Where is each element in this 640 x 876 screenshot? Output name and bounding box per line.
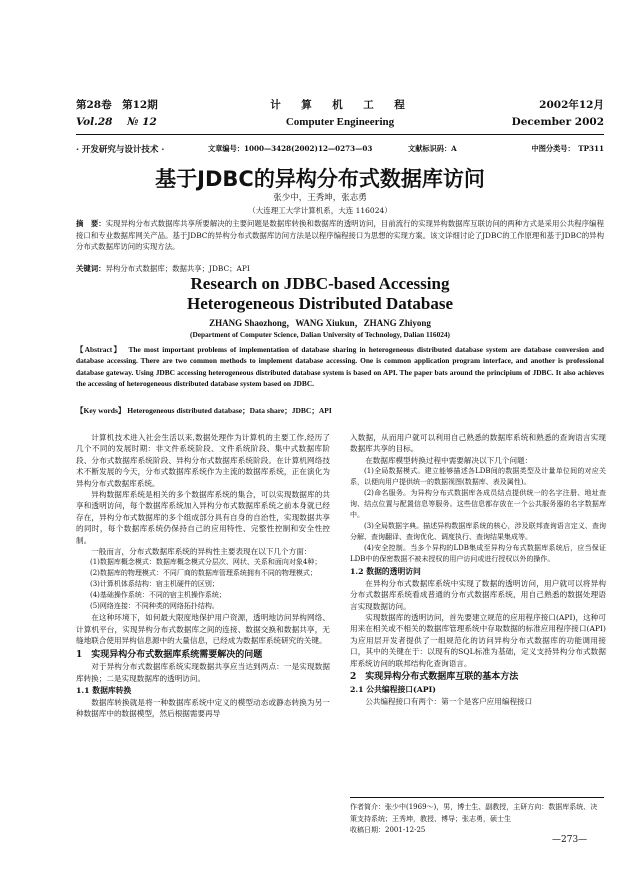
body-paragraph: 公共编程接口有两个：第一个是客户应用编程接口 xyxy=(365,696,533,706)
list-item: (1)数据库概念模式：数据库概念模式分层次、网状、关系和面向对象4种； xyxy=(90,558,322,567)
body-paragraph: 计算机技术进入社会生活以来,数据处理作为计算机的主要工作,经历了几个不同的发展时期：非文件系统阶段、文件系统阶段、集中式数据库阶段、分布式数据库系统阶段、异构分布式数据库系统阶段。在计算机网络技术不断发展的今天，分布式数据库系统作为主流的数据库系统，正在演化为异构分布式数据库系统。 xyxy=(76,433,330,488)
subsection-heading: 1.1 数据库转换 xyxy=(76,686,132,695)
list-item: (1)全局数据模式。建立能够描述各LDB间的数据类型及计量单位间的对应关系，以便向用户提供统一的数据视图(数据库、表及属性)。 xyxy=(350,467,606,487)
section-heading: 1 实现异构分布式数据库系统需要解决的问题 xyxy=(76,649,263,660)
author-footnote xyxy=(350,797,604,837)
volume-issue-cn: 第28卷 第12期 xyxy=(76,99,158,111)
section-heading: 2 实现异构分布式数据库互联的基本方法 xyxy=(350,671,519,682)
title-en-line2: Heterogeneous Distributed Database xyxy=(187,294,453,313)
list-item: (2)命名服务。为异构分布式数据库各成员结点提供统一的名字注册、地址查询、结点位置与配置信息等服务。这些信息都存放在一个公共服务器的名字数据库中。 xyxy=(350,489,606,520)
right-column xyxy=(350,432,606,707)
date-en: December 2002 xyxy=(511,116,604,128)
keywords-cn xyxy=(76,263,604,275)
issue-en: № 12 xyxy=(127,116,157,128)
article-number: 文章编号：1000—3428(2002)12—0273—03 xyxy=(208,144,373,153)
left-column xyxy=(76,432,330,719)
keywords-cn-label: 关键词： xyxy=(76,264,106,273)
abstract-cn-text: 实现异构分布式数据库共享所要解决的主要问题是数据库转换和数据库的透明访问，目前流行的实现异构数据库互联访问的两种方式是采用公共程序编程接口和专业数据库网关产品。基于JDBC的异构分布式数据库访问方法是以程序编程接口为思想的实现方案。该文详细讨论了JDBC的工作原理和基于JDBC的异构分布式数据库访问的实现方法。 xyxy=(76,219,604,252)
body-paragraph: 异构数据库系统是相关的多个数据库系统的集合，可以实现数据库的共享和透明访问，每个数据库系统加入异构分布式数据库系统之前本身就已经存在，异构分布式数据库的多个组成部分具有自身的自治性，实现数据共享的同时，每个数据库系统仍保持自己的应用特性、完整性控制和安全性控制。 xyxy=(76,490,330,545)
subsection-heading: 2.1 公共编程接口(API) xyxy=(350,685,436,695)
list-item: (3)计算机体系结构：宿主机硬件的区别； xyxy=(90,580,219,589)
title-cn: 基于JDBC的异构分布式数据库访问 xyxy=(155,167,485,191)
abstract-cn xyxy=(76,218,604,253)
abstract-en xyxy=(76,344,604,389)
keywords-cn-text: 异构分布式数据库；数据共享；JDBC；API xyxy=(105,264,250,273)
abstract-en-text: The most important problems of implementation of database sharing in heterogeneous distributed database system are database conversion and database accessing. There are two common methods to implement database accessing. One is common application program interface, and another is professional database gateway. Using JDBC accessing heterogeneous distributed database system is based on API. The paper bats around the principium of JDBC. It also achieves the accessing of heterogeneous distributed database system based on JDBC. xyxy=(76,345,604,388)
list-item: (3)全局数据字典。描述异构数据库系统的核心，涉及联邦查询语言定义、查询分解、查询翻译、查询优化、调度执行、查询结果集成等。 xyxy=(350,522,606,542)
journal-name-en: Computer Engineering xyxy=(285,116,395,128)
classification-number: 中图分类号： TP311 xyxy=(531,144,604,153)
header-rule xyxy=(76,134,604,135)
article-meta xyxy=(76,144,604,156)
body-paragraph: 在这种环境下，如何最大限度地保护用户资源，透明地访问异构网络、计算机平台，实现异构分布式数据库之间的连接、数据交换和数据共享，无缝地联合使用异构信息源中的大量信息，已经成为数据库系统研究的关键。 xyxy=(76,613,330,646)
body-paragraph: 入数据，从而用户就可以利用自己熟悉的数据库系统和熟悉的查询语言实现数据库共享的目标。 xyxy=(350,433,606,454)
page-number: —273— xyxy=(552,835,588,845)
running-header-en xyxy=(76,116,604,130)
abstract-cn-label: 摘 要： xyxy=(76,219,106,228)
authors-cn: 张少中，王秀坤，张志勇 xyxy=(273,193,367,203)
author-bio: 作者简介：张少中(1969～)，男，博士生、副教授，主研方向：数据库系统、决策支持系统；王秀坤，教授、博导；张志勇，硕士生 xyxy=(350,803,598,823)
body-paragraph: 在异构分布式数据库系统中实现了数据的透明访问，用户就可以将异构分布式数据库系统看成普通的分布式数据库系统，用自己熟悉的数据处理语言实现数据访问。 xyxy=(350,578,606,611)
title-en-line1: Research on JDBC-based Accessing xyxy=(190,274,450,293)
subsection-heading: 1.2 数据的透明访问 xyxy=(350,567,421,577)
affiliation-cn: （大连理工大学计算机系，大连 116024） xyxy=(248,206,392,215)
keywords-en xyxy=(76,405,604,416)
affiliation-en: (Department of Computer Science, Dalian University of Technology, Dalian 116024) xyxy=(190,330,450,339)
body-paragraph: 在数据库模型转换过程中需要解决以下几个问题： xyxy=(365,455,533,465)
body-paragraph: 对于异构分布式数据库系统实现数据共享应当达到两点：一是实现数据库转换；二是实现数据库的透明访问。 xyxy=(76,662,330,683)
list-item: (4)基础操作系统：不同的宿主机操作系统； xyxy=(90,591,226,600)
abstract-en-label: 【Abstract】 xyxy=(76,345,123,354)
authors-en: ZHANG Shaozhong，WANG Xiukun，ZHANG Zhiyong xyxy=(209,318,431,328)
list-item: (4)安全控制。当多个异构的LDB集成至异构分布式数据库系统后，应当保证LDB中的保密数据不被未授权的用户访问或进行授权以外的操作。 xyxy=(350,544,606,564)
document-code: 文献标识码：A xyxy=(408,144,457,153)
body-paragraph: 数据库转换就是将一种数据库系统中定义的模型动态或静态转换为另一种数据库中的数据模型，然后根据需要再导 xyxy=(76,697,330,718)
keywords-en-label: 【Key words】 xyxy=(76,406,126,415)
body-paragraph: 一般而言，分布式数据库系统的异构性主要表现在以下几个方面： xyxy=(91,547,312,557)
list-item: (5)网络连接：不同种类的网络拓扑结构。 xyxy=(90,602,219,611)
received-date: 收稿日期：2001-12-25 xyxy=(350,826,426,834)
volume-en: Vol.28 xyxy=(76,116,113,128)
journal-name-cn: 计 算 机 工 程 xyxy=(270,99,410,111)
section-label: · 开发研究与设计技术 · xyxy=(76,145,165,155)
date-cn: 2002年12月 xyxy=(539,99,604,111)
keywords-en-text: Heterogeneous distributed database；Data share；JDBC；API xyxy=(127,406,332,415)
running-header-cn xyxy=(76,97,604,111)
list-item: (2)数据库的物理模式：不同厂商的数据库管理系统拥有不同的物理模式； xyxy=(90,569,317,578)
body-paragraph: 实现数据库的透明访问，首先要建立规范的应用程序接口(API)，这种可用来在相关或不相关的数据库管理系统中存取数据的标准应用程序接口(API)为应用层开发者提供了一组规范化的访问异构分布式数据库的功能调用接口，其中的关键在于：以现有的SQL标准为基础，定义支持异构分布式数据库系统访问的联邦结构化查询语言。 xyxy=(350,612,606,668)
